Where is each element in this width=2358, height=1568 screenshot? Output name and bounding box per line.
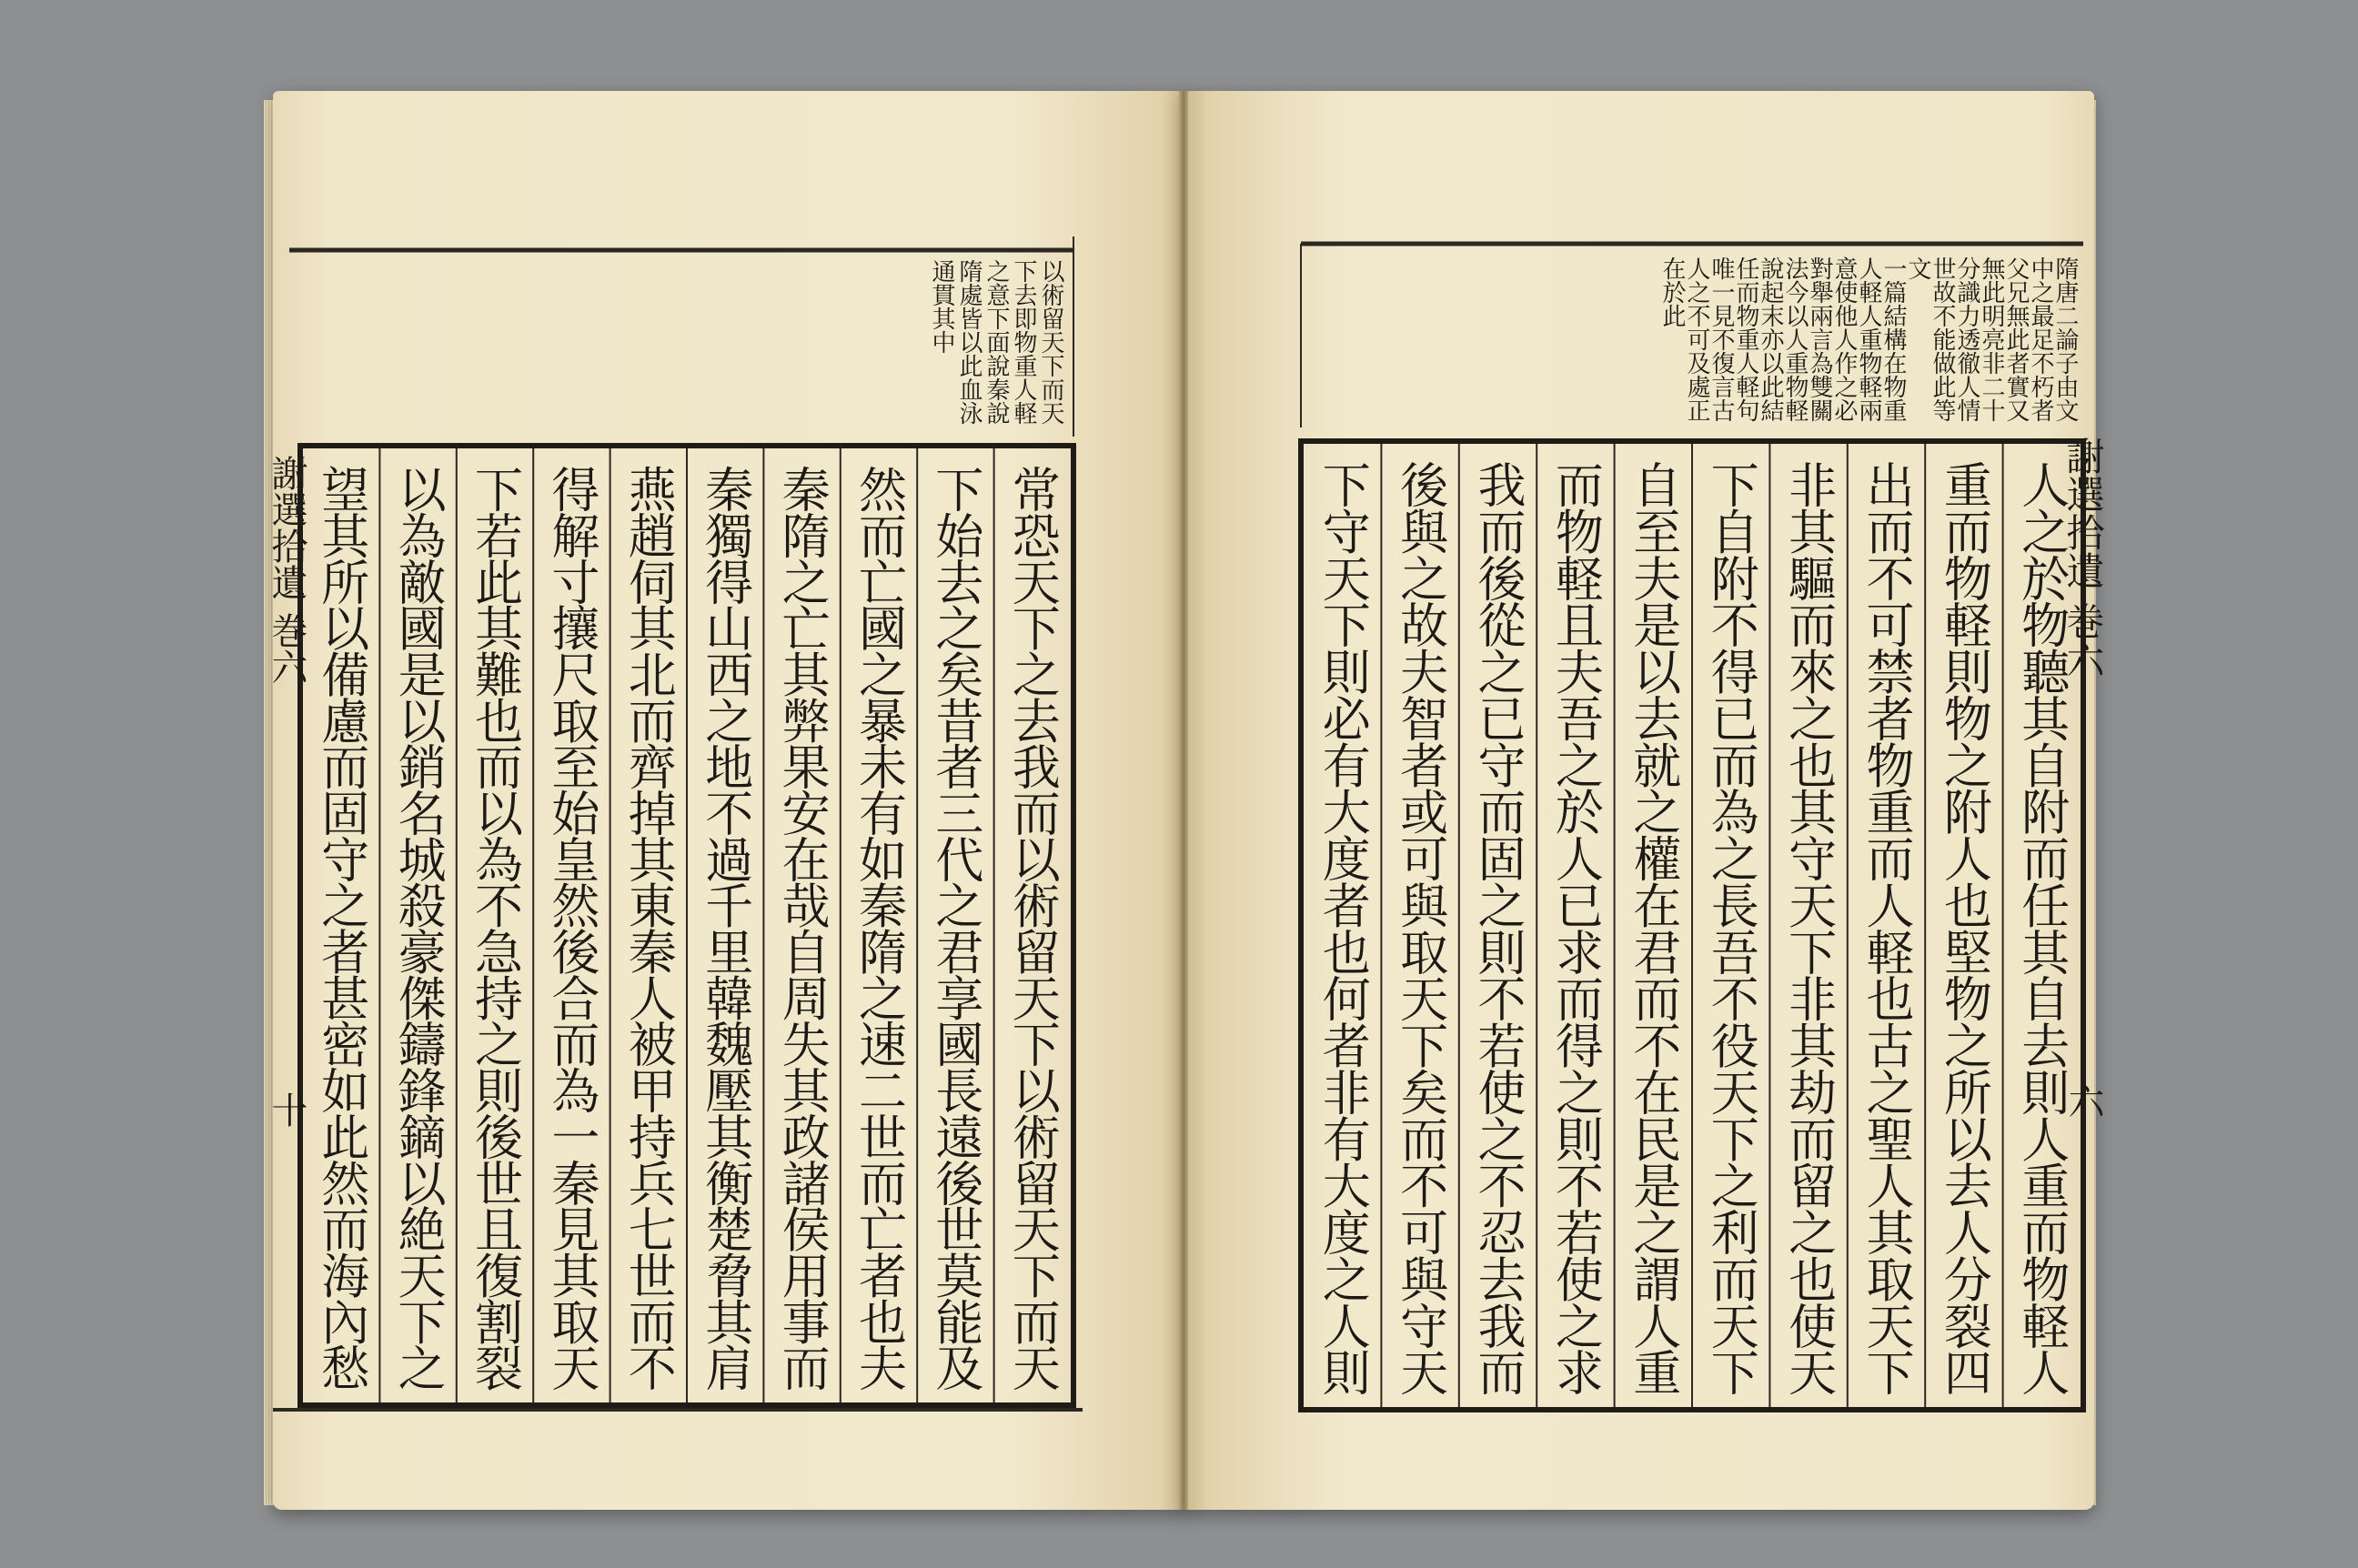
right-text-column: 後與之故夫智者或可與取天下矣而不可與守天 bbox=[1392, 460, 1448, 1396]
left-text-column: 秦獨得山西之地不過千里韓魏壓其衡楚脅其肩 bbox=[697, 465, 753, 1392]
right-text-column: 而物軽且夫吾之於人已求而得之則不若使之求 bbox=[1547, 460, 1604, 1396]
right-headnote-line: 一篇結構在物重 bbox=[1879, 256, 1907, 422]
right-text-column: 出而不可禁者物重而人軽也古之聖人其取天下 bbox=[1859, 460, 1914, 1396]
left-headnote-line: 隋處皆以此血泳 bbox=[955, 259, 982, 425]
right-headnote-line: 中之最足不朽者 bbox=[2027, 256, 2054, 422]
left-headnote-line: 之意下面說秦說 bbox=[982, 259, 1010, 425]
right-headnote-line: 在於此 bbox=[1658, 256, 1686, 327]
right-headnote-line: 唯一見不復言古 bbox=[1708, 256, 1735, 422]
left-headnote-line: 通貫其中 bbox=[928, 259, 955, 354]
left-text-column: 下始去之矣昔者三代之君享國長遠後世莫能及 bbox=[927, 465, 983, 1392]
left-text-column: 秦隋之亡其弊果安在哉自周失其政諸侯用事而 bbox=[774, 465, 831, 1392]
right-text-column: 非其驅而來之也其守天下非其劫而留之也使天 bbox=[1780, 460, 1837, 1396]
left-headnote bbox=[928, 259, 1064, 425]
right-headnote-line: 父兄無此者實又 bbox=[2002, 256, 2030, 422]
right-headnote-line: 世故不能做此等 bbox=[1929, 256, 1956, 422]
right-headnote bbox=[1658, 256, 2079, 422]
left-text-column: 然而亡國之暴未有如秦隋之速二世而亡者也夫 bbox=[851, 465, 907, 1392]
left-page-print bbox=[266, 236, 1083, 1410]
left-text-column: 常恐天下之去我而以術留天下以術留天下而天 bbox=[1004, 465, 1061, 1392]
left-text-column: 望其所以備慮而固守之者甚密如此然而海內愁 bbox=[313, 465, 369, 1392]
right-text-column: 人之於物聽其自附而任其自去則人重而物軽人 bbox=[2013, 460, 2070, 1396]
right-margin-title: 謝選拾遺 巻六 bbox=[2061, 437, 2106, 678]
right-headnote-line: 人軽人重物軽兩 bbox=[1855, 256, 1882, 422]
right-folio: 六 bbox=[2062, 1082, 2104, 1119]
right-text-column: 自至夫是以去就之權在君而不在民是之謂人重 bbox=[1625, 460, 1681, 1396]
right-headnote-line: 文 bbox=[1904, 256, 1931, 280]
left-text-column: 燕趙伺其北而齊掉其東秦人被甲持兵七世而不 bbox=[620, 465, 677, 1392]
left-text-column: 以為敵國是以銷名城殺豪傑鑄鋒鏑以絶天下之 bbox=[390, 465, 447, 1392]
right-headnote-line: 無此明亮非二十 bbox=[1978, 256, 2005, 422]
right-headnote-line: 意使他人作之必 bbox=[1830, 256, 1858, 422]
right-headnote-line: 法今以人重物軽 bbox=[1781, 256, 1809, 422]
right-headnote-line: 隋唐二論子由文 bbox=[2051, 256, 2079, 422]
right-headnote-line: 說起末亦以此結 bbox=[1757, 256, 1784, 422]
right-headnote-line: 任而物重人軽句 bbox=[1732, 256, 1759, 422]
left-headnote-line: 下去即物重人軽 bbox=[1010, 259, 1037, 425]
right-text-column: 下守天下則必有大度者也何者非有大度之人則 bbox=[1315, 460, 1371, 1396]
right-text-column: 我而後從之已守而固之則不若使之不忍去我而 bbox=[1470, 460, 1526, 1396]
left-text-column: 得解寸攘尺取至始皇然後合而為一秦見其取天 bbox=[543, 465, 600, 1392]
right-headnote-line: 人之不可及處正 bbox=[1683, 256, 1710, 422]
left-text-column: 下若此其難也而以為不急持之則後世且復割裂 bbox=[467, 465, 523, 1392]
right-page-print bbox=[1301, 244, 2106, 1410]
left-folio: 十 bbox=[266, 1091, 307, 1128]
right-text-column: 下自附不得已而為之長吾不役天下之利而天下 bbox=[1703, 460, 1759, 1396]
left-margin-title: 謝選拾遺 巻六 bbox=[266, 455, 307, 685]
right-headnote-line: 對舉兩言為雙關 bbox=[1806, 256, 1833, 422]
right-text-column: 重而物軽則物之附人也堅物之所以去人分裂四 bbox=[1936, 460, 1992, 1396]
left-headnote-line: 以術留天下而天 bbox=[1037, 259, 1064, 425]
right-headnote-line: 分識力透徹人情 bbox=[1953, 256, 1980, 422]
